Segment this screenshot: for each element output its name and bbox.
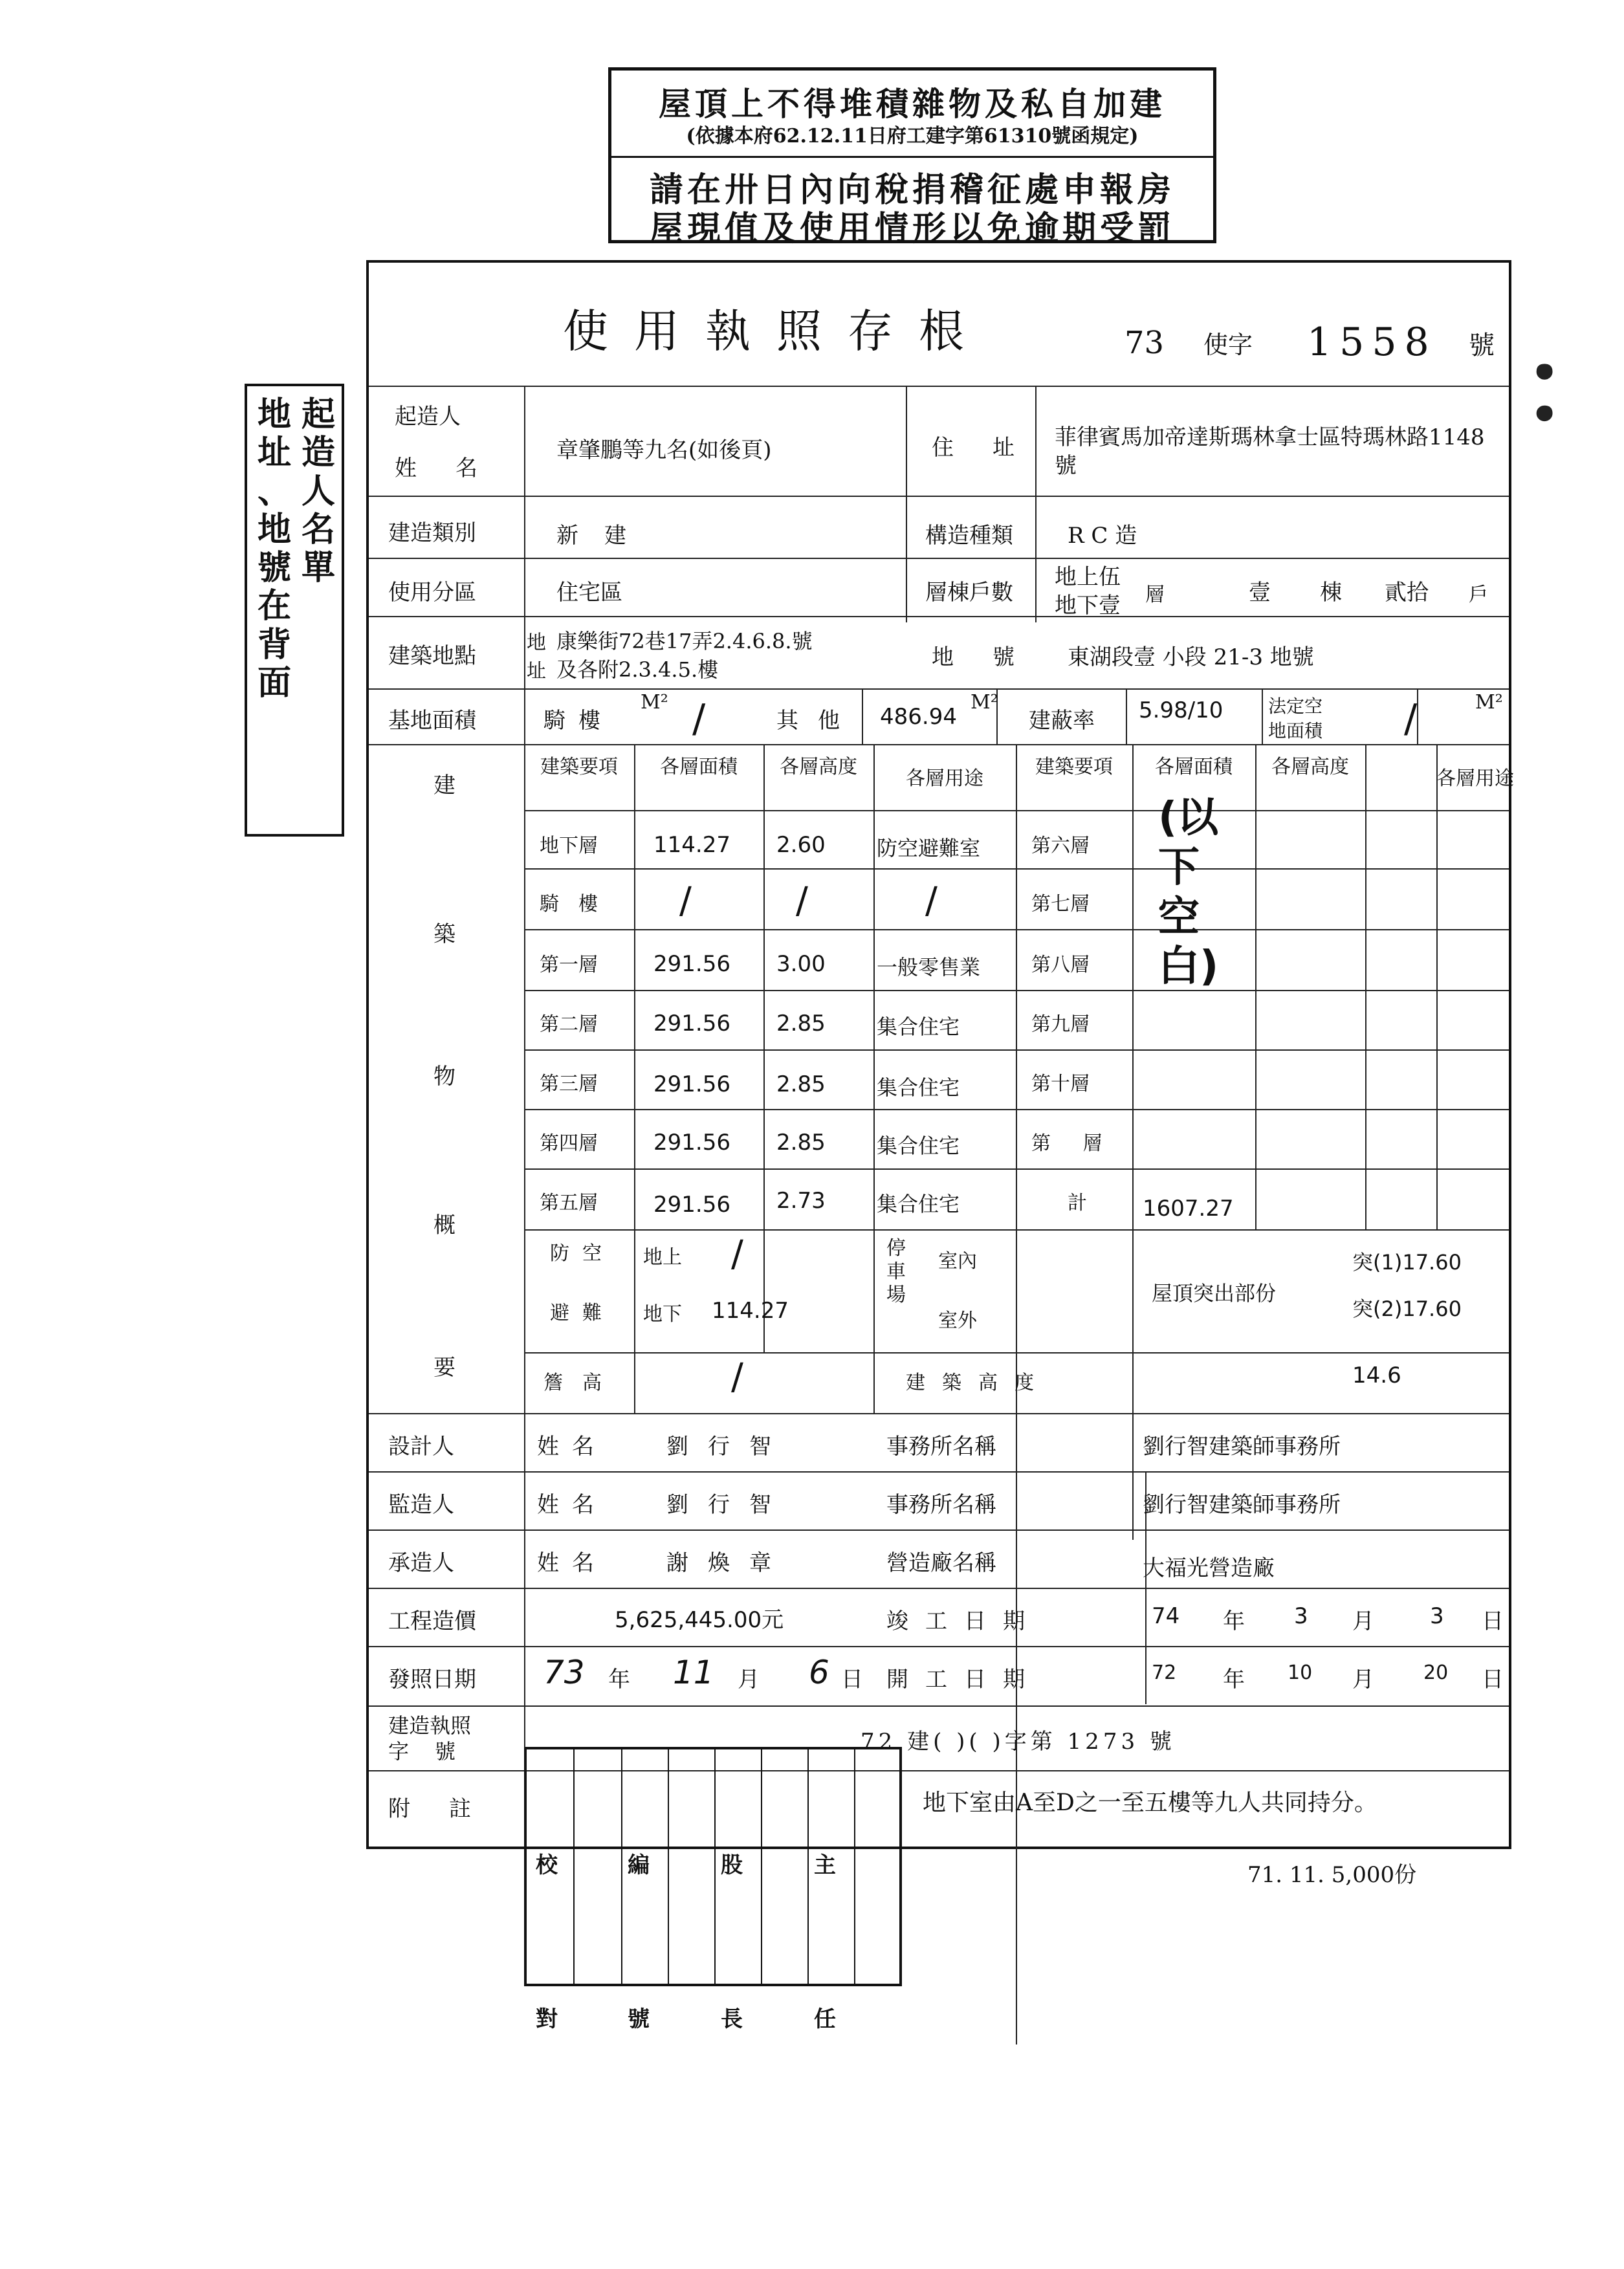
stamp-divider [668, 1749, 669, 1984]
floor-item: 第一層 [540, 954, 598, 976]
floor-area: 291.56 [653, 951, 730, 977]
applicant-name: 章肇鵬等九名(如後頁) [556, 437, 772, 463]
license-word: 使字 [1203, 331, 1253, 359]
floor-height: 2.60 [776, 832, 826, 858]
col-line [634, 744, 635, 1413]
shelter-label-2: 避難 [550, 1302, 615, 1324]
floor-use: / [925, 880, 938, 922]
total-area: 1607.27 [1143, 1196, 1234, 1222]
construction-type-value: 新建 [556, 523, 652, 549]
col-line [763, 744, 765, 1352]
stamp-divider [761, 1749, 762, 1984]
completion-label: 竣工日期 [886, 1608, 1042, 1634]
floor-item: 地下層 [540, 835, 598, 857]
col-line [862, 688, 863, 744]
summary-side-char: 概 [433, 1212, 455, 1238]
row-line [369, 688, 1509, 690]
form-print-footer: 71. 11. 5,000份 [1247, 1862, 1417, 1888]
summary-header: 建築要項 [1035, 756, 1113, 778]
contractor-factory: 大福光營造廠 [1143, 1555, 1275, 1581]
units-count: 貳拾 [1385, 580, 1429, 606]
name-label: 姓名 [537, 1550, 607, 1576]
floor-item: 第三層 [540, 1073, 598, 1095]
structure-label: 構造種類 [925, 523, 1013, 549]
supervisor-office: 劉行智建築師事務所 [1143, 1492, 1341, 1518]
summary-header: 建築要項 [540, 756, 618, 778]
permit-label-1: 建造執照 [388, 1713, 472, 1738]
completion-month: 3 [1294, 1603, 1308, 1629]
roof-value-2: 突(2)17.60 [1352, 1297, 1462, 1321]
cost-value: 5,625,445.00元 [615, 1607, 784, 1633]
arcade-label: 騎樓 [543, 708, 613, 734]
roof-value-1: 突(1)17.60 [1352, 1250, 1462, 1275]
usage-license-stub-form [366, 260, 1514, 1849]
col-line [1436, 744, 1438, 1229]
floor-area: 291.56 [653, 1130, 730, 1156]
side-note-box [245, 384, 344, 837]
year-unit: 年 [1223, 1667, 1245, 1693]
day-unit: 日 [1482, 1667, 1504, 1693]
remarks-text: 地下室由A至D之一至五樓等九人共同持分。 [923, 1790, 1377, 1816]
site-address-2: 及各附2.3.4.5.樓 [556, 657, 719, 682]
row-line [369, 1471, 1509, 1473]
contractor-label: 承造人 [388, 1550, 454, 1576]
floor-item: 第二層 [540, 1013, 598, 1036]
legal-open-label-2: 地面積 [1268, 720, 1323, 741]
license-number-suffix: 號 [1469, 331, 1495, 360]
structure-value: R C 造 [1068, 523, 1137, 549]
notice-line-2: (依據本府62.12.11日府工建字第61310號函規定) [686, 125, 1139, 148]
m2-unit: M² [1475, 691, 1503, 714]
year-unit: 年 [1223, 1608, 1245, 1634]
floor-item: 第八層 [1031, 954, 1090, 976]
row-line [369, 1413, 1509, 1414]
notice-line-3: 請在卅日內向稅捐稽征處申報房 [649, 170, 1175, 210]
floor-height: 2.85 [776, 1011, 826, 1036]
notice-divider [611, 156, 1213, 158]
summary-header: 各層面積 [660, 756, 738, 778]
office-label: 事務所名稱 [886, 1492, 996, 1518]
col-line [873, 744, 875, 1413]
row-line [369, 496, 1509, 497]
floor-area: 114.27 [653, 832, 730, 858]
issue-year: 73 [543, 1654, 585, 1691]
shelter-below-value: 114.27 [712, 1298, 789, 1324]
designer-label: 設計人 [388, 1434, 454, 1460]
row-line [369, 558, 1509, 559]
site-address-1: 康樂街72巷17弄2.4.6.8.號 [556, 629, 813, 653]
remarks-label: 附註 [388, 1796, 510, 1822]
permit-label-2: 字號 [388, 1739, 482, 1764]
floor-area: 291.56 [653, 1071, 730, 1097]
completion-day: 3 [1430, 1603, 1444, 1629]
stamp-divider [807, 1749, 809, 1984]
license-number: 1558 [1307, 320, 1437, 365]
year-unit: 年 [608, 1667, 630, 1693]
floor-item: 騎樓 [540, 893, 617, 915]
form-title: 使用執照存根 [563, 305, 990, 358]
blank-note: (以下空白) [1158, 794, 1219, 991]
month-unit: 月 [1352, 1608, 1374, 1634]
side-note-col-1: 起 造 人 名 單 [301, 395, 335, 588]
summary-side-char: 建 [433, 773, 455, 798]
applicant-label-2: 姓名 [395, 455, 516, 481]
designer-name: 劉行智 [666, 1434, 791, 1460]
units-unit: 戶 [1469, 584, 1488, 606]
start-year: 72 [1152, 1661, 1177, 1684]
floor-height: 2.85 [776, 1130, 826, 1156]
col-line [1365, 744, 1366, 1229]
construction-type-label: 建造類別 [388, 520, 476, 546]
cost-label: 工程造價 [388, 1608, 476, 1634]
buildings-unit: 棟 [1320, 580, 1342, 606]
issue-month: 11 [673, 1654, 714, 1691]
supervisor-label: 監造人 [388, 1492, 454, 1518]
m2-unit: M² [971, 691, 998, 714]
designer-office: 劉行智建築師事務所 [1143, 1434, 1341, 1460]
zone-label: 使用分區 [388, 580, 476, 606]
contractor-name: 謝煥章 [666, 1550, 791, 1576]
floor-height: / [796, 880, 808, 922]
floor-area: / [679, 880, 692, 922]
day-unit: 日 [1482, 1608, 1504, 1634]
floor-area: 291.56 [653, 1192, 730, 1218]
edge-stamp-mark: ： [1520, 326, 1624, 448]
address-label: 住址 [932, 435, 1053, 461]
roof-label: 屋頂突出部份 [1152, 1281, 1277, 1306]
name-label: 姓名 [537, 1434, 607, 1460]
floor-item: 第五層 [540, 1192, 598, 1214]
row-line [369, 616, 1509, 617]
floor-item: 第七層 [1031, 893, 1090, 915]
location-sub-1: 地 [527, 631, 546, 654]
site-area-label: 基地面積 [388, 708, 476, 734]
stamp-label-proofread: 校對 [536, 1852, 558, 2032]
license-year: 73 [1125, 325, 1165, 361]
lot-value: 東湖段壹 小段 21-3 地號 [1068, 644, 1314, 670]
row-line [369, 386, 1509, 387]
parking-outdoor: 室外 [938, 1310, 977, 1332]
legal-open-label-1: 法定空 [1268, 696, 1323, 717]
summary-side-char: 要 [433, 1355, 455, 1381]
floor-height: 2.85 [776, 1071, 826, 1097]
floor-use: 一般零售業 [877, 955, 981, 980]
side-note-col-2: 地 址 、 地 號 在 背 面 [257, 395, 291, 703]
col-line [1262, 688, 1263, 744]
buildings-count: 壹 [1249, 580, 1271, 606]
floor-area: 291.56 [653, 1011, 730, 1036]
floor-use: 防空避難室 [877, 836, 981, 860]
building-height-value: 14.6 [1352, 1363, 1401, 1388]
parking-indoor: 室內 [938, 1250, 977, 1273]
issue-day: 6 [809, 1654, 829, 1691]
shelter-label-1: 防空 [550, 1242, 615, 1265]
name-label: 姓名 [537, 1492, 607, 1518]
month-unit: 月 [738, 1667, 760, 1693]
zone-value: 住宅區 [556, 580, 622, 606]
floor-use: 集合住宅 [877, 1134, 960, 1158]
legal-open-value: / [1404, 696, 1418, 741]
summary-header: 各層用途 [1436, 767, 1514, 790]
notice-line-1: 屋頂上不得堆積雜物及私自加建 [659, 85, 1166, 123]
lot-label: 地號 [932, 644, 1053, 670]
coverage-value: 5.98/10 [1139, 697, 1223, 723]
summary-side-char: 物 [433, 1064, 455, 1090]
stamp-divider [573, 1749, 575, 1984]
floor-item: 第四層 [540, 1132, 598, 1155]
rooftop-notice-stamp [608, 67, 1216, 248]
arcade-value: / [692, 696, 706, 741]
location-sub-2: 址 [527, 660, 546, 683]
floor-use: 集合住宅 [877, 1192, 960, 1216]
eave-value: / [731, 1356, 743, 1398]
floor-item: 第十層 [1031, 1073, 1090, 1095]
summary-header: 各層面積 [1155, 756, 1233, 778]
summary-header: 各層用途 [906, 767, 983, 790]
parking-label: 停車場 [886, 1237, 906, 1306]
office-label: 事務所名稱 [886, 1434, 996, 1460]
completion-year: 74 [1152, 1603, 1180, 1629]
shelter-above-value: / [731, 1233, 743, 1275]
col-line [1417, 688, 1418, 744]
floors-label: 層棟戶數 [925, 580, 1013, 606]
permit-text: 72 建( )( )字第 1273 號 [861, 1729, 1176, 1755]
other-label: 其他 [776, 708, 859, 734]
start-date-label: 開工日期 [886, 1667, 1042, 1693]
other-value: 486.94 [880, 704, 957, 730]
floor-item: 計 [1068, 1192, 1087, 1214]
shelter-below-label: 地下 [643, 1303, 682, 1326]
m2-unit: M² [641, 691, 668, 714]
start-day: 20 [1423, 1661, 1449, 1684]
start-month: 10 [1288, 1661, 1313, 1684]
col-line [1132, 744, 1134, 1540]
floor-height: 3.00 [776, 951, 826, 977]
col-line [906, 386, 907, 622]
location-label: 建築地點 [388, 643, 476, 669]
stamp-divider [714, 1749, 716, 1984]
floors-above: 地上伍 [1055, 564, 1121, 590]
stamp-divider [854, 1749, 855, 1984]
row-line [369, 1705, 1509, 1707]
factory-label: 營造廠名稱 [886, 1550, 996, 1576]
notice-line-4: 屋現值及使用情形以免逾期受罰 [649, 209, 1175, 248]
summary-side-char: 築 [433, 921, 455, 947]
stamp-divider [621, 1749, 622, 1984]
row-line [369, 1646, 1509, 1647]
row-line [369, 1529, 1509, 1531]
floors-below: 地下壹 [1055, 593, 1121, 619]
stamp-label-number: 編號 [628, 1852, 650, 2032]
row-line [369, 1588, 1509, 1589]
col-line [524, 386, 525, 1841]
applicant-address: 菲律賓馬加帝達斯瑪林拿士區特瑪林路1148號 [1055, 424, 1485, 479]
summary-header: 各層高度 [780, 756, 857, 778]
stamp-label-director: 主任 [814, 1852, 836, 2032]
col-line [1255, 744, 1256, 1229]
applicant-label-1: 起造人 [395, 404, 461, 430]
issue-date-label: 發照日期 [388, 1667, 476, 1693]
day-unit: 日 [841, 1667, 863, 1693]
floor-height: 2.73 [776, 1188, 826, 1214]
floor-use: 集合住宅 [877, 1075, 960, 1100]
col-line [1035, 386, 1037, 622]
building-height-label: 建築高度 [906, 1372, 1051, 1394]
row-line [369, 744, 1509, 745]
floor-item: 第六層 [1031, 835, 1090, 857]
coverage-label: 建蔽率 [1029, 708, 1095, 734]
stamp-label-section-chief: 股長 [721, 1852, 743, 2032]
month-unit: 月 [1352, 1667, 1374, 1693]
shelter-above-label: 地上 [643, 1246, 682, 1269]
eave-label: 簷高 [543, 1372, 621, 1394]
summary-header: 各層高度 [1271, 756, 1349, 778]
floor-item: 第 層 [1031, 1132, 1115, 1155]
approval-stamp-grid [524, 1747, 902, 2032]
supervisor-name: 劉行智 [666, 1492, 791, 1518]
floors-unit: 層 [1145, 584, 1165, 606]
floor-item: 第九層 [1031, 1013, 1090, 1036]
col-line [1126, 688, 1127, 744]
floor-use: 集合住宅 [877, 1014, 960, 1039]
